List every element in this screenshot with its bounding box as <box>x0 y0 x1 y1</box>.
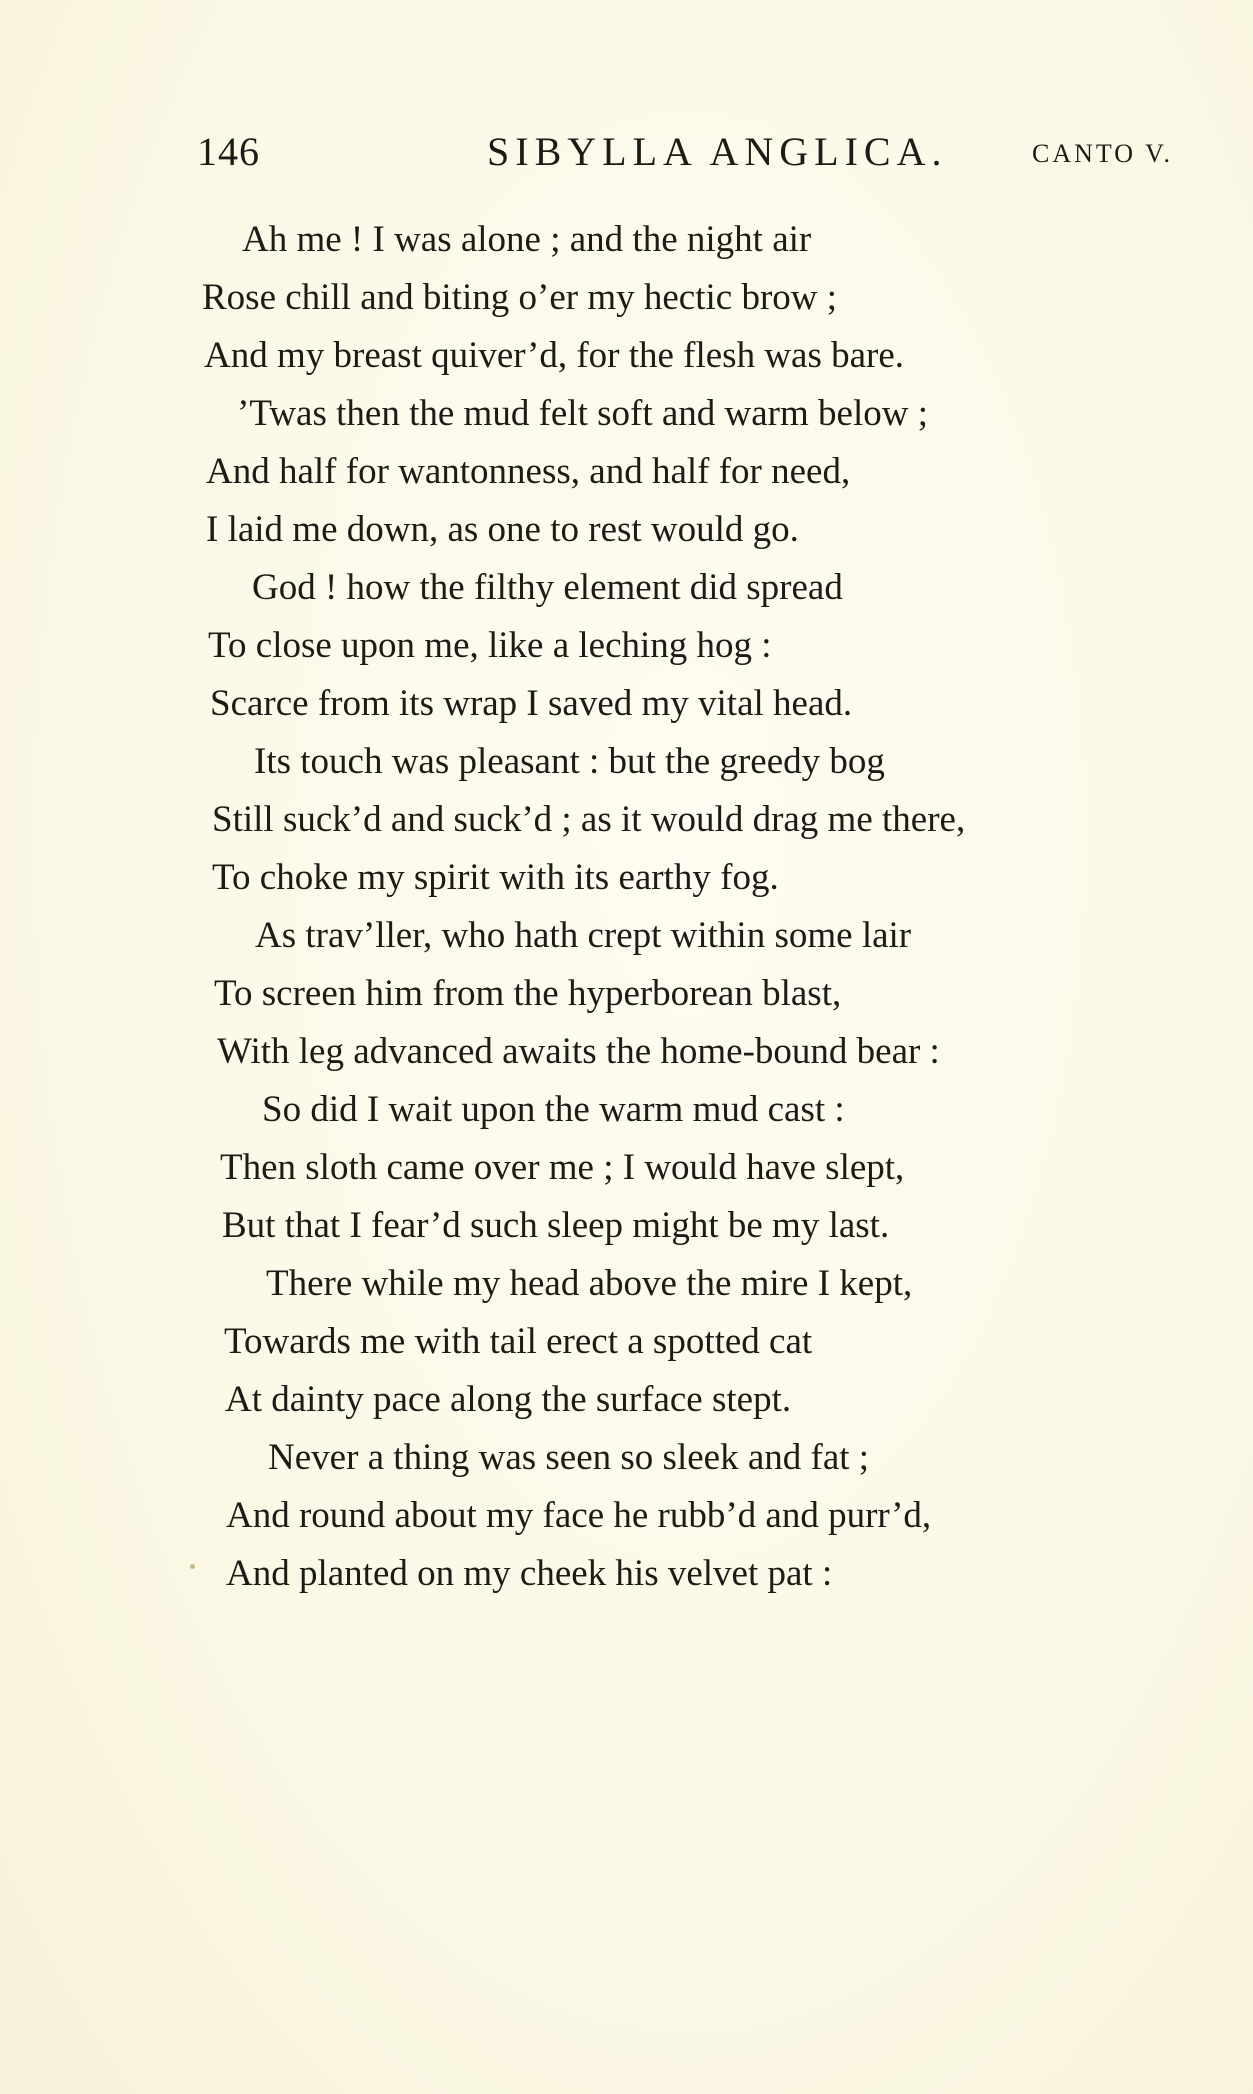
poem-line: So did I wait upon the warm mud cast : <box>262 1089 845 1130</box>
poem-line: To close upon me, like a leching hog : <box>208 625 772 666</box>
poem-line: To screen him from the hyperborean blast, <box>214 973 842 1014</box>
poem-line: ’Twas then the mud felt soft and warm below ; <box>237 393 928 434</box>
poem-line: With leg advanced awaits the home-bound bear : <box>217 1031 940 1072</box>
poem-line: And round about my face he rubb’d and purr’d, <box>226 1495 932 1536</box>
poem-line: Rose chill and biting o’er my hectic brow ; <box>202 277 838 318</box>
poem-line: Ah me ! I was alone ; and the night air <box>242 219 812 260</box>
poem-line: Never a thing was seen so sleek and fat ; <box>268 1437 870 1478</box>
poem-line: Towards me with tail erect a spotted cat <box>224 1321 813 1362</box>
poem-line: As trav’ller, who hath crept within some lair <box>255 915 912 956</box>
poem-line: I laid me down, as one to rest would go. <box>206 509 799 550</box>
margin-speck <box>190 1564 195 1569</box>
poem-line: But that I fear’d such sleep might be my last. <box>222 1205 890 1246</box>
canto-label: CANTO V. <box>1032 139 1174 168</box>
running-title: SIBYLLA ANGLICA. <box>487 129 948 174</box>
page-header <box>197 128 1207 178</box>
poem-line: Still suck’d and suck’d ; as it would drag me there, <box>212 799 966 840</box>
poem-line: And half for wantonness, and half for need, <box>206 451 851 492</box>
page-number: 146 <box>197 129 260 174</box>
poem-line: God ! how the filthy element did spread <box>252 567 843 608</box>
poem-line: Its touch was pleasant : but the greedy bog <box>254 741 885 782</box>
poem-line: And my breast quiver’d, for the flesh was bare. <box>204 335 905 376</box>
poem-line: To choke my spirit with its earthy fog. <box>212 857 779 898</box>
poem-line: Scarce from its wrap I saved my vital head. <box>210 683 853 724</box>
poem-line: Then sloth came over me ; I would have slept, <box>220 1147 905 1188</box>
poem-line: And planted on my cheek his velvet pat : <box>226 1553 833 1594</box>
poem-line: There while my head above the mire I kept, <box>266 1263 913 1304</box>
poem-line: At dainty pace along the surface stept. <box>225 1379 792 1420</box>
